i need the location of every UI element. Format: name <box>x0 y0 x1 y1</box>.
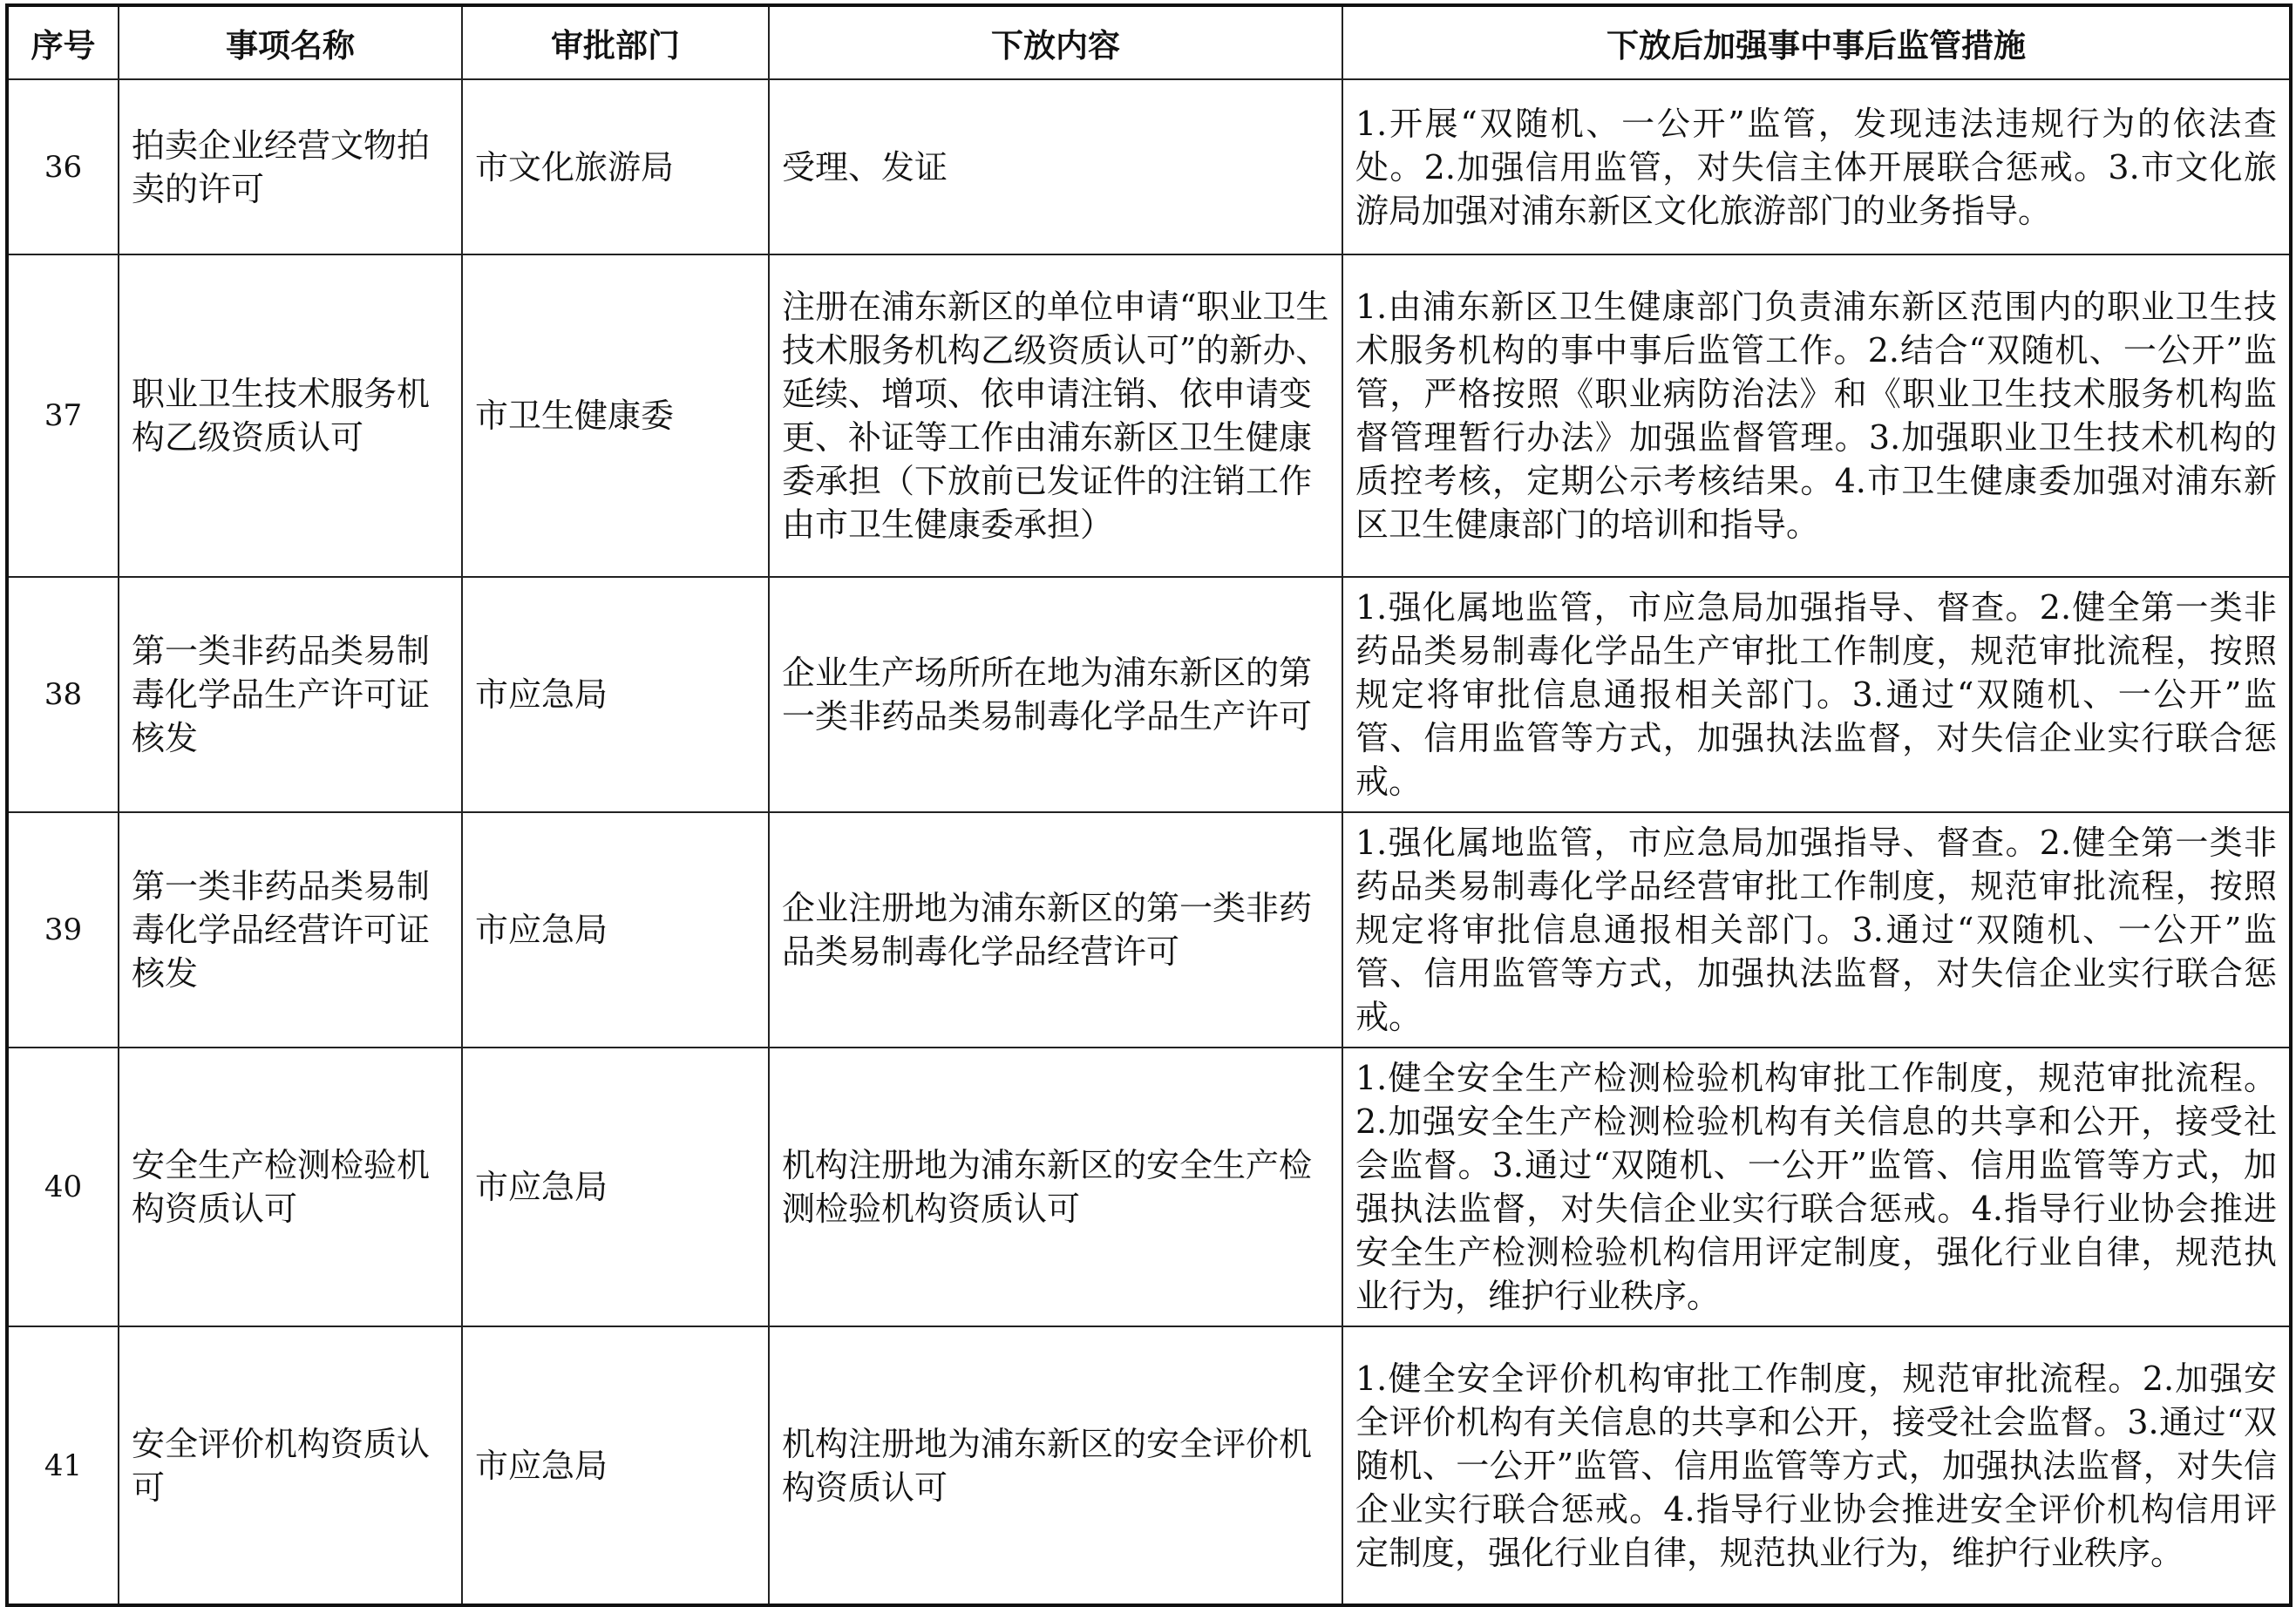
row-approval-department: 市卫生健康委 <box>462 254 769 577</box>
header-supervision-measures: 下放后加强事中事后监管措施 <box>1342 5 2291 79</box>
row-item-name: 安全生产检测检验机构资质认可 <box>119 1048 462 1326</box>
row-delegated-content: 机构注册地为浦东新区的安全评价机构资质认可 <box>769 1326 1342 1605</box>
row-supervision-measures: 1.强化属地监管，市应急局加强指导、督查。2.健全第一类非药品类易制毒化学品经营审批工作制度，规范审批流程，按照规定将审批信息通报相关部门。3.通过“双随机、一公开”监管、信用监管等方式，加强执法监督，对失信企业实行联合惩戒。 <box>1342 812 2291 1048</box>
table-row <box>7 1048 2291 1326</box>
row-serial-number: 38 <box>7 577 119 812</box>
table-row <box>7 577 2291 812</box>
row-item-name: 第一类非药品类易制毒化学品经营许可证核发 <box>119 812 462 1048</box>
row-serial-number: 36 <box>7 79 119 254</box>
approval-delegation-table <box>5 3 2293 1607</box>
row-delegated-content: 企业注册地为浦东新区的第一类非药品类易制毒化学品经营许可 <box>769 812 1342 1048</box>
row-item-name: 拍卖企业经营文物拍卖的许可 <box>119 79 462 254</box>
header-serial-number: 序号 <box>7 5 119 79</box>
table-header-row <box>7 5 2291 79</box>
row-supervision-measures: 1.健全安全评价机构审批工作制度，规范审批流程。2.加强安全评价机构有关信息的共享和公开，接受社会监督。3.通过“双随机、一公开”监管、信用监管等方式，加强执法监督，对失信企业实行联合惩戒。4.指导行业协会推进安全评价机构信用评定制度，强化行业自律，规范执业行为，维护行业秩序。 <box>1342 1326 2291 1605</box>
row-approval-department: 市应急局 <box>462 1326 769 1605</box>
row-supervision-measures: 1.强化属地监管，市应急局加强指导、督查。2.健全第一类非药品类易制毒化学品生产审批工作制度，规范审批流程，按照规定将审批信息通报相关部门。3.通过“双随机、一公开”监管、信用监管等方式，加强执法监督，对失信企业实行联合惩戒。 <box>1342 577 2291 812</box>
row-delegated-content: 受理、发证 <box>769 79 1342 254</box>
row-serial-number: 40 <box>7 1048 119 1326</box>
row-approval-department: 市应急局 <box>462 1048 769 1326</box>
table-row <box>7 254 2291 577</box>
row-supervision-measures: 1.健全安全生产检测检验机构审批工作制度，规范审批流程。2.加强安全生产检测检验机构有关信息的共享和公开，接受社会监督。3.通过“双随机、一公开”监管、信用监管等方式，加强执法监督，对失信企业实行联合惩戒。4.指导行业协会推进安全生产检测检验机构信用评定制度，强化行业自律，规范执业行为，维护行业秩序。 <box>1342 1048 2291 1326</box>
table-row <box>7 1326 2291 1605</box>
header-delegated-content: 下放内容 <box>769 5 1342 79</box>
row-item-name: 第一类非药品类易制毒化学品生产许可证核发 <box>119 577 462 812</box>
row-delegated-content: 机构注册地为浦东新区的安全生产检测检验机构资质认可 <box>769 1048 1342 1326</box>
row-serial-number: 39 <box>7 812 119 1048</box>
row-item-name: 安全评价机构资质认可 <box>119 1326 462 1605</box>
row-delegated-content: 企业生产场所所在地为浦东新区的第一类非药品类易制毒化学品生产许可 <box>769 577 1342 812</box>
row-approval-department: 市应急局 <box>462 812 769 1048</box>
row-approval-department: 市文化旅游局 <box>462 79 769 254</box>
row-approval-department: 市应急局 <box>462 577 769 812</box>
table-row <box>7 79 2291 254</box>
row-delegated-content: 注册在浦东新区的单位申请“职业卫生技术服务机构乙级资质认可”的新办、延续、增项、依申请注销、依申请变更、补证等工作由浦东新区卫生健康委承担（下放前已发证件的注销工作由市卫生健康委承担） <box>769 254 1342 577</box>
row-supervision-measures: 1.开展“双随机、一公开”监管，发现违法违规行为的依法查处。2.加强信用监管，对失信主体开展联合惩戒。3.市文化旅游局加强对浦东新区文化旅游部门的业务指导。 <box>1342 79 2291 254</box>
row-serial-number: 41 <box>7 1326 119 1605</box>
table-row <box>7 812 2291 1048</box>
row-supervision-measures: 1.由浦东新区卫生健康部门负责浦东新区范围内的职业卫生技术服务机构的事中事后监管工作。2.结合“双随机、一公开”监管，严格按照《职业病防治法》和《职业卫生技术服务机构监督管理暂行办法》加强监督管理。3.加强职业卫生技术机构的质控考核，定期公示考核结果。4.市卫生健康委加强对浦东新区卫生健康部门的培训和指导。 <box>1342 254 2291 577</box>
header-approval-department: 审批部门 <box>462 5 769 79</box>
row-item-name: 职业卫生技术服务机构乙级资质认可 <box>119 254 462 577</box>
header-item-name: 事项名称 <box>119 5 462 79</box>
row-serial-number: 37 <box>7 254 119 577</box>
